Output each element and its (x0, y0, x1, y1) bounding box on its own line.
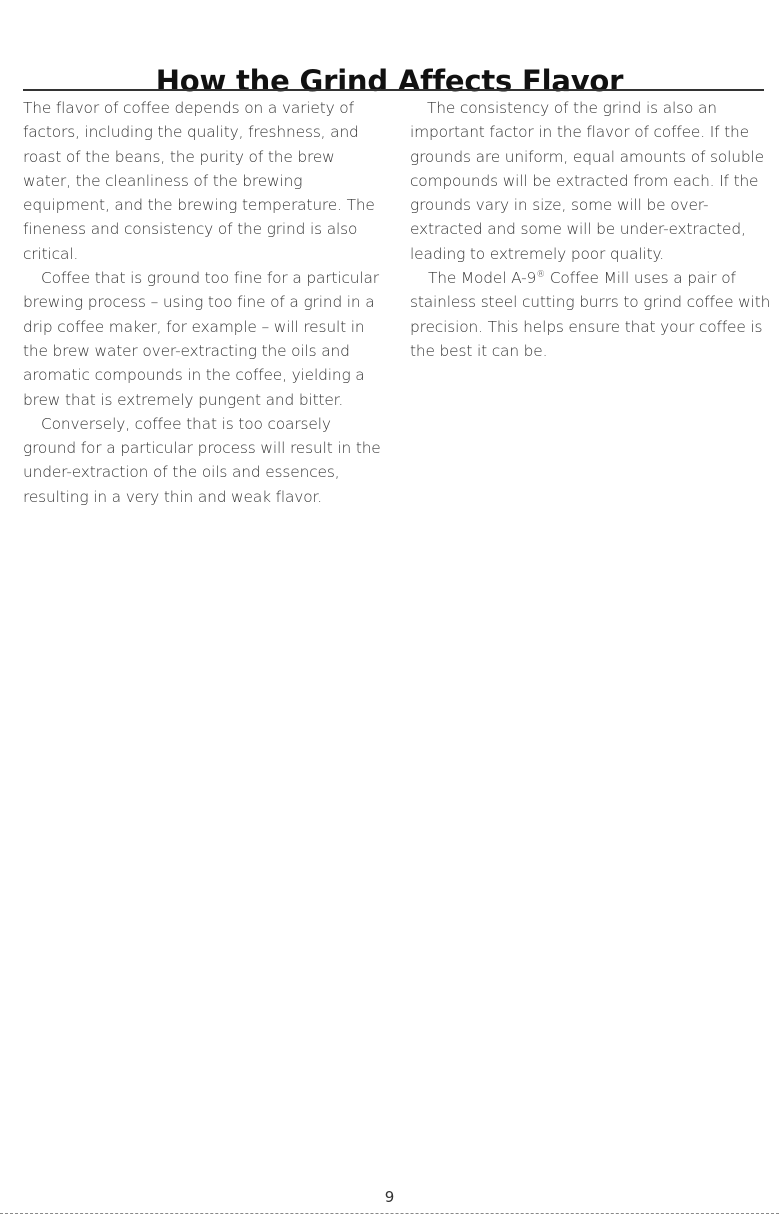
paragraph-too-coarse: Conversely, coffee that is too coarsely ground for a particular process will result in the under-extraction of the oils and essences, resulting in a very thin and weak flavor. (23, 414, 381, 506)
registered-trademark-mark: ® (536, 270, 546, 281)
coffee-mill-text-start: The Model A-9 (428, 269, 537, 288)
paragraph-grind-consistency: The consistency of the grind is also an important factor in the flavor of coffee. If the grounds are uniform, equal amounts of soluble compounds will be extracted from each. If the grounds vary in size, some will be over-extracted and some will be under-extracted, leading to extremely poor quality. (410, 99, 764, 263)
right-column (410, 96, 772, 363)
paragraph-coffee-mill (410, 266, 772, 363)
page-title: How the Grind Affects Flavor (155, 64, 624, 99)
page-number: 9 (384, 1188, 395, 1206)
paragraph-flavor-factors: The flavor of coffee depends on a variety of factors, including the quality, freshness, and roast of the beans, the purity of the brew water, the cleanliness of the brewing equipment, and the brewing temperature. The fineness and consistency of the grind is also critical. (23, 99, 375, 263)
coffee-mill-text-end: Coffee Mill uses a pair of stainless steel cutting burrs to grind coffee with precision. This helps ensure that your coffee is the best it can be. (410, 269, 771, 360)
title-divider (23, 89, 764, 91)
bottom-divider (0, 1213, 779, 1214)
paragraph-too-fine: Coffee that is ground too fine for a particular brewing process – using too fine of a grind in a drip coffee maker, for example – will result in the brew water over-extracting the oils and aromatic compounds in the coffee, yielding a brew that is extremely pungent and bitter. (23, 269, 379, 409)
left-column (23, 96, 385, 509)
